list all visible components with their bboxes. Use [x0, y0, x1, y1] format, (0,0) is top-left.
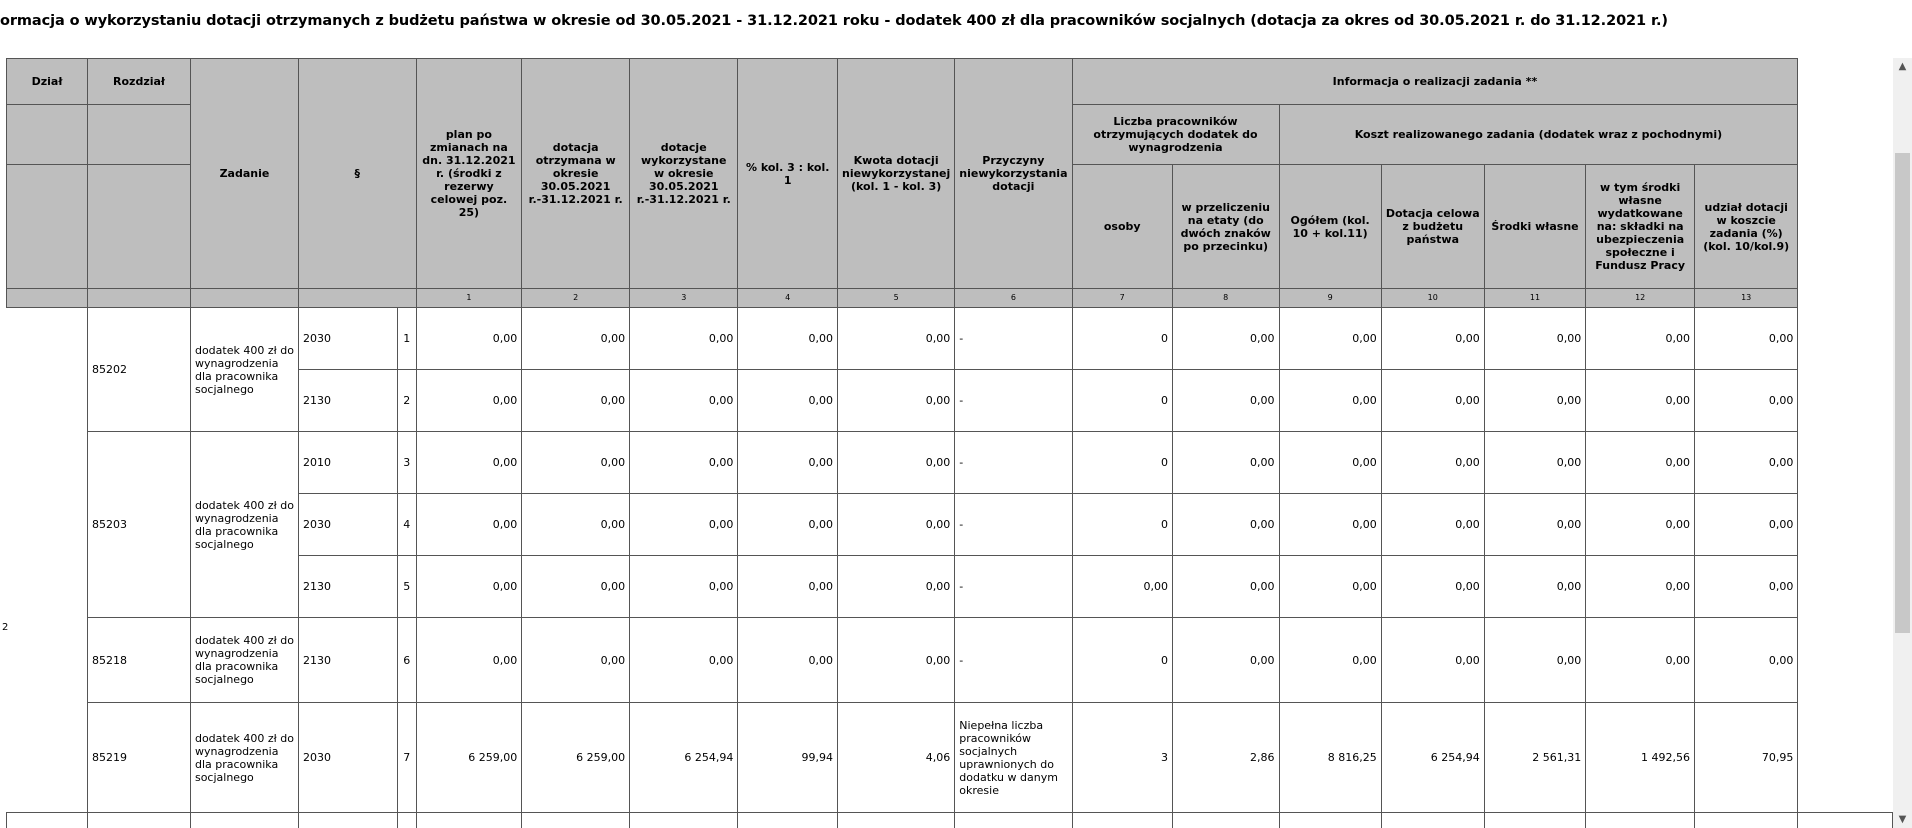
col-9: 0,00: [1279, 370, 1381, 432]
header-rozdzial-blank-2: [88, 165, 191, 289]
header-dzial-blank: [7, 105, 88, 165]
col-5: 0,00: [838, 494, 955, 556]
col-11: 0,00: [1484, 494, 1586, 556]
cell-empty: [88, 813, 191, 828]
col-6: -: [955, 370, 1072, 432]
paragraf-cell: 2130: [298, 618, 397, 703]
col-5: 0,00: [838, 370, 955, 432]
dzial-value-fragment: 2: [2, 622, 9, 633]
col-12: 0,00: [1586, 308, 1695, 370]
colnum-5: 5: [838, 289, 955, 308]
col-8: 0,00: [1172, 432, 1279, 494]
header-procent: % kol. 3 : kol. 1: [738, 59, 838, 289]
col-3: 0,00: [630, 618, 738, 703]
col-9: 0,00: [1279, 494, 1381, 556]
col-13: 0,00: [1695, 556, 1798, 618]
cell-empty: [1381, 813, 1484, 828]
col-13: 0,00: [1695, 308, 1798, 370]
header-informacja: Informacja o realizacji zadania **: [1072, 59, 1798, 105]
col-7: 0: [1072, 432, 1172, 494]
col-4: 99,94: [738, 703, 838, 813]
colnum-blank: [298, 289, 416, 308]
cell-empty: [416, 813, 522, 828]
header-etaty: w przeliczeniu na etaty (do dwóch znaków po przecinku): [1172, 165, 1279, 289]
paragraf-cell: 2130: [298, 370, 397, 432]
header-zadanie: Zadanie: [190, 59, 298, 289]
col-11: 0,00: [1484, 618, 1586, 703]
table-row: [7, 618, 1893, 703]
header-koszt: Koszt realizowanego zadania (dodatek wraz z pochodnymi): [1279, 105, 1798, 165]
cell-empty: [738, 813, 838, 828]
col-13: 0,00: [1695, 618, 1798, 703]
col-1: 0,00: [416, 618, 522, 703]
col-8: 0,00: [1172, 618, 1279, 703]
colnum-9: 9: [1279, 289, 1381, 308]
header-ogolem: Ogółem (kol. 10 + kol.11): [1279, 165, 1381, 289]
paragraf-cell: 2130: [298, 556, 397, 618]
cell-empty: [1172, 813, 1279, 828]
table-row: [7, 703, 1893, 813]
table-row: [7, 308, 1893, 370]
col-5: 0,00: [838, 432, 955, 494]
cell-empty: [1695, 813, 1798, 828]
cell-empty: [1484, 813, 1586, 828]
colnum-3: 3: [630, 289, 738, 308]
col-7: 0,00: [1072, 556, 1172, 618]
cell-empty: [955, 813, 1072, 828]
colnum-8: 8: [1172, 289, 1279, 308]
row-number: 3: [398, 432, 417, 494]
col-12: 0,00: [1586, 370, 1695, 432]
header-dotacja-celowa: Dotacja celowa z budżetu państwa: [1381, 165, 1484, 289]
col-2: 0,00: [522, 370, 630, 432]
header-w-tym: w tym środki własne wydatkowane na: składki na ubezpieczenia społeczne i Fundusz Pracy: [1586, 165, 1695, 289]
colnum-blank: [88, 289, 191, 308]
colnum-blank: [190, 289, 298, 308]
cell-empty: [1279, 813, 1381, 828]
colnum-1: 1: [416, 289, 522, 308]
scroll-down-icon[interactable]: ▼: [1898, 814, 1907, 825]
col-1: 0,00: [416, 494, 522, 556]
col-13: 0,00: [1695, 432, 1798, 494]
col-4: 0,00: [738, 370, 838, 432]
vertical-scrollbar[interactable]: [1893, 58, 1912, 828]
col-2: 0,00: [522, 494, 630, 556]
col-1: 6 259,00: [416, 703, 522, 813]
col-9: 8 816,25: [1279, 703, 1381, 813]
cell-empty: [190, 813, 298, 828]
col-13: 70,95: [1695, 703, 1798, 813]
col-11: 0,00: [1484, 432, 1586, 494]
col-7: 0: [1072, 618, 1172, 703]
header-udzial: udział dotacji w koszcie zadania (%) (kol. 10/kol.9): [1695, 165, 1798, 289]
col-7: 0: [1072, 308, 1172, 370]
col-12: 0,00: [1586, 556, 1695, 618]
row-number: 4: [398, 494, 417, 556]
row-number: 7: [398, 703, 417, 813]
col-6: -: [955, 618, 1072, 703]
col-7: 3: [1072, 703, 1172, 813]
col-3: 0,00: [630, 556, 738, 618]
col-6: -: [955, 494, 1072, 556]
cell-empty: [1072, 813, 1172, 828]
cell-empty: [630, 813, 738, 828]
scrollbar-thumb[interactable]: [1895, 153, 1910, 633]
col-3: 0,00: [630, 370, 738, 432]
col-6: -: [955, 556, 1072, 618]
colnum-10: 10: [1381, 289, 1484, 308]
zadanie-cell: dodatek 400 zł do wynagrodzenia dla pracownika socjalnego: [190, 703, 298, 813]
col-11: 0,00: [1484, 308, 1586, 370]
col-8: 0,00: [1172, 556, 1279, 618]
col-12: 1 492,56: [1586, 703, 1695, 813]
table-row: [7, 432, 1893, 494]
paragraf-cell: 2030: [298, 494, 397, 556]
table-viewport[interactable]: [0, 58, 1893, 828]
cell-empty: [1586, 813, 1695, 828]
col-6: -: [955, 308, 1072, 370]
zadanie-cell: dodatek 400 zł do wynagrodzenia dla pracownika socjalnego: [190, 308, 298, 432]
col-6-reason: Niepełna liczba pracowników socjalnych uprawnionych do dodatku w danym okresie: [955, 703, 1072, 813]
col-5: 0,00: [838, 556, 955, 618]
col-11: 0,00: [1484, 556, 1586, 618]
scroll-up-icon[interactable]: ▲: [1898, 61, 1907, 72]
row-number: 1: [398, 308, 417, 370]
header-wykorzystane: dotacje wykorzystane w okresie 30.05.2021 r.-31.12.2021 r.: [630, 59, 738, 289]
header-kwota: Kwota dotacji niewykorzystanej (kol. 1 - kol. 3): [838, 59, 955, 289]
col-10: 0,00: [1381, 432, 1484, 494]
col-10: 0,00: [1381, 494, 1484, 556]
col-5: 4,06: [838, 703, 955, 813]
colnum-13: 13: [1695, 289, 1798, 308]
header-paragraf: §: [298, 59, 416, 289]
header-dzial-blank-2: [7, 165, 88, 289]
cell-empty: [298, 813, 397, 828]
col-1: 0,00: [416, 308, 522, 370]
cell-empty: [7, 813, 88, 828]
dotacje-table: [6, 58, 1893, 828]
header-przyczyny: Przyczyny niewykorzystania dotacji: [955, 59, 1072, 289]
col-2: 0,00: [522, 618, 630, 703]
col-8: 0,00: [1172, 494, 1279, 556]
col-3: 0,00: [630, 432, 738, 494]
col-10: 0,00: [1381, 618, 1484, 703]
col-6: -: [955, 432, 1072, 494]
header-rozdzial: Rozdział: [88, 59, 191, 105]
col-9: 0,00: [1279, 308, 1381, 370]
cell-empty: [1798, 813, 1893, 828]
col-8: 0,00: [1172, 308, 1279, 370]
cell-empty: [838, 813, 955, 828]
header-plan: plan po zmianach na dn. 31.12.2021 r. (środki z rezerwy celowej poz. 25): [416, 59, 522, 289]
col-5: 0,00: [838, 618, 955, 703]
colnum-6: 6: [955, 289, 1072, 308]
colnum-11: 11: [1484, 289, 1586, 308]
header-srodki-wlasne: Środki własne: [1484, 165, 1586, 289]
colnum-blank: [7, 289, 88, 308]
table-row-partial: [7, 813, 1893, 828]
colnum-2: 2: [522, 289, 630, 308]
col-4: 0,00: [738, 556, 838, 618]
col-1: 0,00: [416, 432, 522, 494]
col-10: 0,00: [1381, 556, 1484, 618]
col-11: 0,00: [1484, 370, 1586, 432]
col-3: 6 254,94: [630, 703, 738, 813]
col-5: 0,00: [838, 308, 955, 370]
colnum-4: 4: [738, 289, 838, 308]
page-title: ormacja o wykorzystaniu dotacji otrzymanych z budżetu państwa w okresie od 30.05.2021 - 31.12.2021 roku - dodatek 400 zł dla pracowników socjalnych (dotacja za okres od 30.05.2021 r. do 31.12.2021 r.): [0, 13, 1668, 29]
zadanie-cell: dodatek 400 zł do wynagrodzenia dla pracownika socjalnego: [190, 618, 298, 703]
col-12: 0,00: [1586, 432, 1695, 494]
col-4: 0,00: [738, 494, 838, 556]
col-2: 0,00: [522, 308, 630, 370]
col-3: 0,00: [630, 308, 738, 370]
row-number: 6: [398, 618, 417, 703]
col-12: 0,00: [1586, 494, 1695, 556]
paragraf-cell: 2030: [298, 308, 397, 370]
cell-empty: [522, 813, 630, 828]
col-1: 0,00: [416, 556, 522, 618]
header-rozdzial-blank: [88, 105, 191, 165]
colnum-12: 12: [1586, 289, 1695, 308]
col-4: 0,00: [738, 432, 838, 494]
col-12: 0,00: [1586, 618, 1695, 703]
header-osoby: osoby: [1072, 165, 1172, 289]
header-dzial: Dział: [7, 59, 88, 105]
col-8: 0,00: [1172, 370, 1279, 432]
header-otrzymana: dotacja otrzymana w okresie 30.05.2021 r.-31.12.2021 r.: [522, 59, 630, 289]
col-7: 0: [1072, 370, 1172, 432]
col-7: 0: [1072, 494, 1172, 556]
col-10: 6 254,94: [1381, 703, 1484, 813]
col-13: 0,00: [1695, 494, 1798, 556]
col-4: 0,00: [738, 308, 838, 370]
col-9: 0,00: [1279, 432, 1381, 494]
col-1: 0,00: [416, 370, 522, 432]
col-9: 0,00: [1279, 618, 1381, 703]
paragraf-cell: 2010: [298, 432, 397, 494]
rozdzial-cell: 85202: [88, 308, 191, 432]
row-number: 5: [398, 556, 417, 618]
colnum-7: 7: [1072, 289, 1172, 308]
paragraf-cell: 2030: [298, 703, 397, 813]
zadanie-cell: dodatek 400 zł do wynagrodzenia dla pracownika socjalnego: [190, 432, 298, 618]
col-11: 2 561,31: [1484, 703, 1586, 813]
dzial-cell: [7, 308, 88, 813]
col-3: 0,00: [630, 494, 738, 556]
col-8: 2,86: [1172, 703, 1279, 813]
cell-empty: [398, 813, 417, 828]
col-2: 6 259,00: [522, 703, 630, 813]
row-number: 2: [398, 370, 417, 432]
col-4: 0,00: [738, 618, 838, 703]
rozdzial-cell: 85219: [88, 703, 191, 813]
col-13: 0,00: [1695, 370, 1798, 432]
col-10: 0,00: [1381, 308, 1484, 370]
col-10: 0,00: [1381, 370, 1484, 432]
rozdzial-cell: 85218: [88, 618, 191, 703]
col-2: 0,00: [522, 432, 630, 494]
col-2: 0,00: [522, 556, 630, 618]
header-liczba: Liczba pracowników otrzymujących dodatek do wynagrodzenia: [1072, 105, 1279, 165]
rozdzial-cell: 85203: [88, 432, 191, 618]
col-9: 0,00: [1279, 556, 1381, 618]
